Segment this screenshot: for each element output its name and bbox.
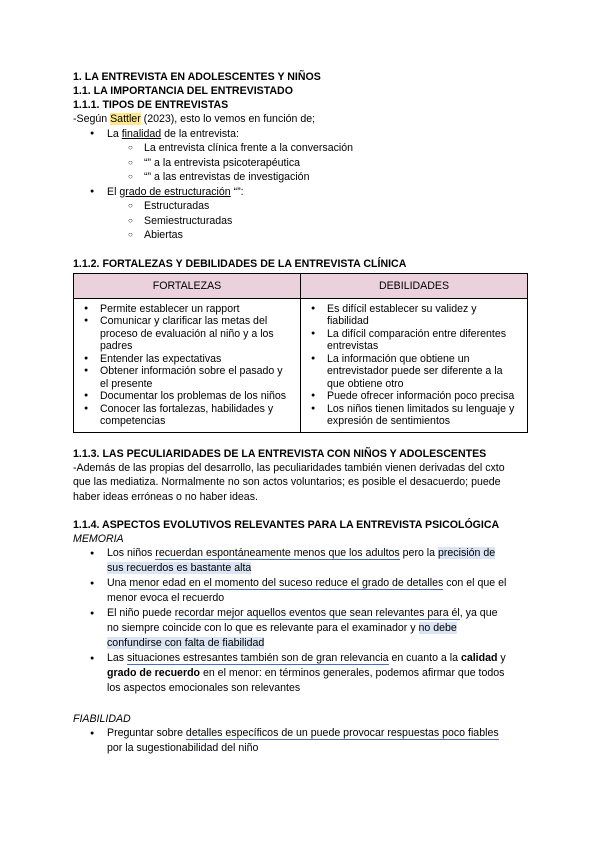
table-list-item: ● Entender las expectativas xyxy=(80,353,292,366)
column-header-debilidades: DEBILIDADES xyxy=(301,273,528,298)
list-item: ● El niño puede recordar mejor aquellos eventos que sean relevantes para él, ya que no siempre coincide con lo que es relevante para el examinador y no debe confundirse con falta de fiabilidad xyxy=(73,606,528,651)
paragraph-line: -Además de las propias del desarrollo, las peculiaridades también vienen derivadas del cxto xyxy=(73,461,505,474)
fortalezas-cell xyxy=(74,298,301,432)
table-list-item: ● Conocer las fortalezas, habilidades y competencias xyxy=(80,403,292,428)
document-page xyxy=(73,70,528,756)
table-list-item: ● Los niños tienen limitados su lenguaje y expresión de sentimientos xyxy=(307,403,519,428)
paragraph-line: que las mediatiza. Normalmente no son actos voluntarios; es posible el desacuerdo; puede xyxy=(73,476,501,488)
author-highlight: Sattler xyxy=(110,113,141,125)
table-list-item: ● La información que obtiene un entrevistador puede ser diferente a la que obtiene otro xyxy=(307,353,519,391)
list-item: ● Una menor edad en el momento del suceso reduce el grado de detalles con el que el menor evoca el recuerdo xyxy=(73,576,528,606)
table-list-item: ● Es difícil establecer su validez y fiabilidad xyxy=(307,303,519,328)
table-list-item: ● Documentar los problemas de los niños xyxy=(80,390,292,403)
heading-1: 1. LA ENTREVISTA EN ADOLESCENTES Y NIÑOS xyxy=(73,71,321,83)
table-list-item: ● Obtener información sobre el pasado y el presente xyxy=(80,365,292,390)
table-list-item: ● Puede ofrecer información poco precisa xyxy=(307,390,519,403)
list-item: ● Preguntar sobre detalles específicos de un puede provocar respuestas poco fiables por la sugestionabilidad del niño xyxy=(73,726,528,756)
list-item: ● Los niños recuerdan espontáneamente menos que los adultos pero la precisión de sus recuerdos es bastante alta xyxy=(73,546,528,576)
sub-list-item: ○ “” a la entrevista psicoterapéutica xyxy=(73,156,528,171)
heading-1-1-4: 1.1.4. ASPECTOS EVOLUTIVOS RELEVANTES PARA LA ENTREVISTA PSICOLÓGICA xyxy=(73,519,500,531)
strengths-weaknesses-table xyxy=(73,273,528,433)
fiabilidad-label: FIABILIDAD xyxy=(73,713,131,725)
heading-1-1-2: 1.1.2. FORTALEZAS Y DEBILIDADES DE LA ENTREVISTA CLÍNICA xyxy=(73,257,407,270)
paragraph-line: haber ideas erróneas o no haber ideas. xyxy=(73,490,258,503)
table-list-item: ● La difícil comparación entre diferentes entrevistas xyxy=(307,328,519,353)
intro-line: -Según Sattler (2023), esto lo vemos en función de; xyxy=(73,113,316,125)
heading-1-1-1: 1.1.1. TIPOS DE ENTREVISTAS xyxy=(73,99,229,111)
sub-list-item: ○ “” a las entrevistas de investigación xyxy=(73,170,528,185)
heading-1-1-3: 1.1.3. LAS PECULIARIDADES DE LA ENTREVISTA CON NIÑOS Y ADOLESCENTES xyxy=(73,447,487,460)
sub-list-item: ○ Semiestructuradas xyxy=(73,214,528,229)
memoria-list xyxy=(73,546,528,696)
heading-1-1: 1.1. LA IMPORTANCIA DEL ENTREVISTADO xyxy=(73,85,293,97)
table-list-item: ● Permite establecer un rapport xyxy=(80,303,292,316)
list-item: ● La finalidad de la entrevista: xyxy=(73,127,528,142)
list-item: ● Las situaciones estresantes también son de gran relevancia en cuanto a la calidad y grado de recuerdo en el menor: en términos generales, podemos afirmar que todos los aspectos emocionales son relevantes xyxy=(73,651,528,696)
list-item: ● El grado de estructuración “”: xyxy=(73,185,528,200)
types-list xyxy=(73,127,528,243)
column-header-fortalezas: FORTALEZAS xyxy=(74,273,301,298)
sub-list-item: ○ Abiertas xyxy=(73,228,528,243)
debilidades-cell xyxy=(301,298,528,432)
sub-list-item: ○ La entrevista clínica frente a la conversación xyxy=(73,141,528,156)
memoria-label: MEMORIA xyxy=(73,533,124,545)
table-list-item: ● Comunicar y clarificar las metas del proceso de evaluación al niño y a los padres xyxy=(80,315,292,353)
fiabilidad-list xyxy=(73,726,528,756)
sub-list-item: ○ Estructuradas xyxy=(73,199,528,214)
